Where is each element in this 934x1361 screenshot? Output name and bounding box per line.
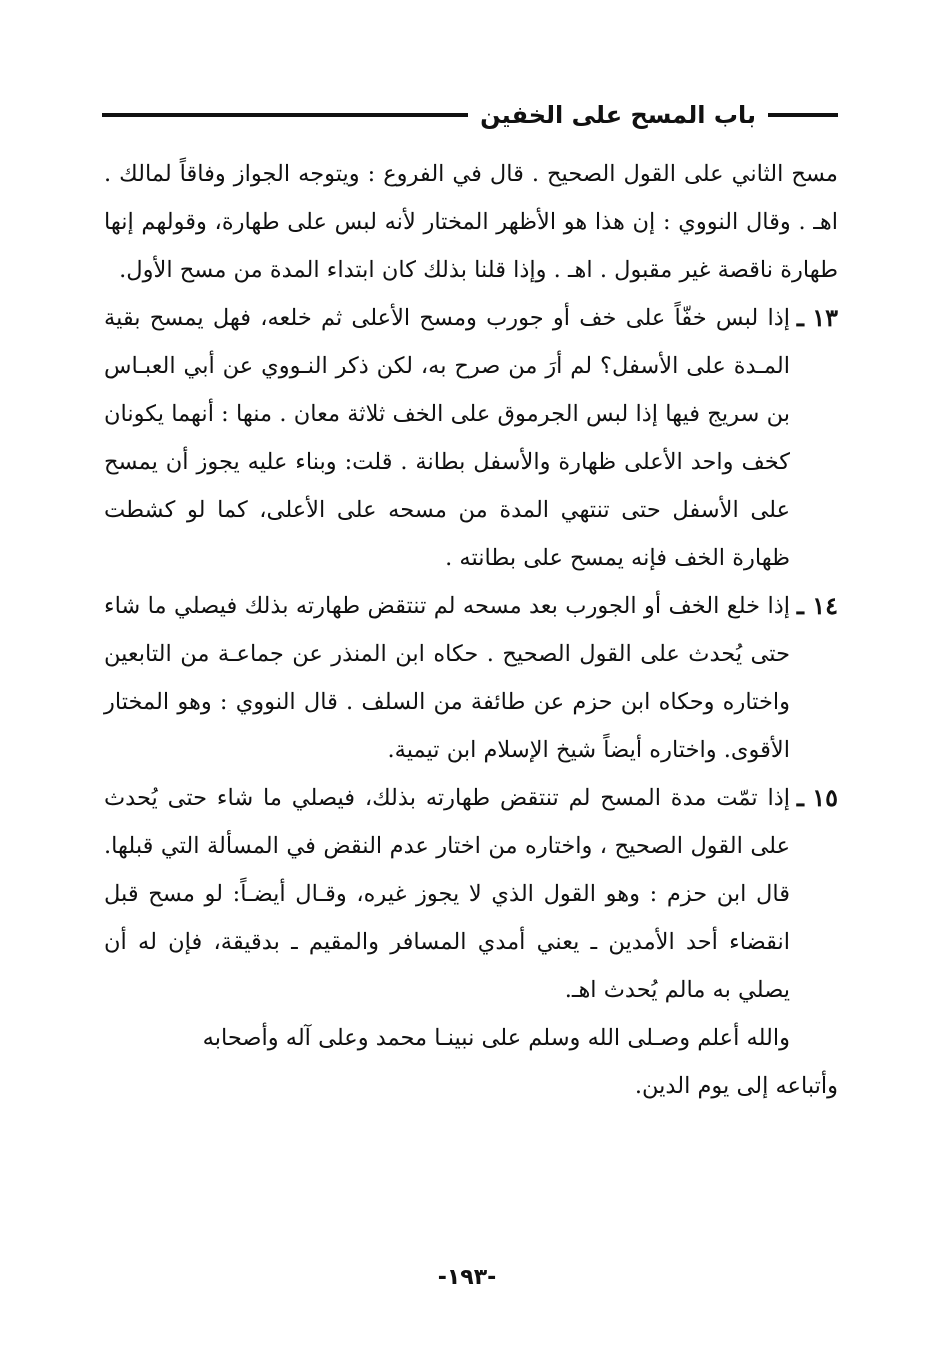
header-rule-right: [768, 113, 838, 117]
running-header: [102, 96, 838, 134]
item-number: ١٣ ـ: [796, 303, 838, 332]
numbered-item-15: [104, 774, 838, 1014]
closing-prayer: [104, 1014, 838, 1110]
item-number: ١٤ ـ: [796, 591, 838, 620]
intro-paragraph: مسح الثاني على القول الصحيح . قال في الفروع : ويتوجه الجواز وفاقاً لمالك . اهـ . وقال النووي : إن هذا هو الأظهر المختار لأنه لبس على طهارة، وقولهم إنها طهارة ناقصة غير مقبول . اهـ . وإذا قلنا بذلك كان ابتداء المدة من مسح الأول.: [104, 161, 838, 283]
closing-line-1: والله أعلم وصـلى الله وسلم على نبينـا محمد وعلى آله وأصحابه: [202, 1025, 790, 1051]
item-text: إذا خلع الخف أو الجورب بعد مسحه لم تنتقض طهارته بذلك فيصلي ما شاء حتى يُحدث على القول الصحيح . حكاه ابن المنذر عن جماعـة من التابعين واختاره وحكاه ابن حزم عن طائفة من السلف . قال النووي : وهو المختار الأقوى. واختاره أيضاً شيخ الإسلام ابن تيمية.: [104, 593, 790, 763]
numbered-item-13: [104, 294, 838, 582]
item-number: ١٥ ـ: [796, 783, 838, 812]
page-body: [104, 150, 838, 1110]
item-text: إذا تمّت مدة المسح لم تنتقض طهارته بذلك، فيصلي ما شاء حتى يُحدث على القول الصحيح ، واختاره من اختار عدم النقض في المسألة التي قبلها. قال ابن حزم : وهو القول الذي لا يجوز غيره، وقـال أيضـاً: لو مسح قبل انقضاء أحد الأمدين ـ يعني أمدي المسافر والمقيم ـ بدقيقة، فإن له أن يصلي به مالم يُحدث اهـ.: [104, 785, 790, 1003]
chapter-title: باب المسح على الخفين: [480, 101, 756, 129]
header-rule-left: [102, 113, 468, 117]
item-text: إذا لبس خفّاً على خف أو جورب ومسح الأعلى ثم خلعه، فهل يمسح بقية المـدة على الأسفل؟ لم أرَ من صرح به، لكن ذكر النـووي عن أبي العبـاس بن سريج فيها إذا لبس الجرموق على الخف ثلاثة معان . منها : أنهما يكونان كخف واحد الأعلى ظهارة والأسفل بطانة . قلت: وبناء عليه يجوز أن يمسح على الأسفل حتى تنتهي المدة من مسحه على الأعلى، كما لو كشطت ظهارة الخف فإنه يمسح على بطانته .: [104, 305, 790, 571]
numbered-item-14: [104, 582, 838, 774]
page-number: -١٩٣-: [437, 1265, 497, 1290]
closing-line-2: وأتباعه إلى يوم الدين.: [634, 1073, 838, 1099]
